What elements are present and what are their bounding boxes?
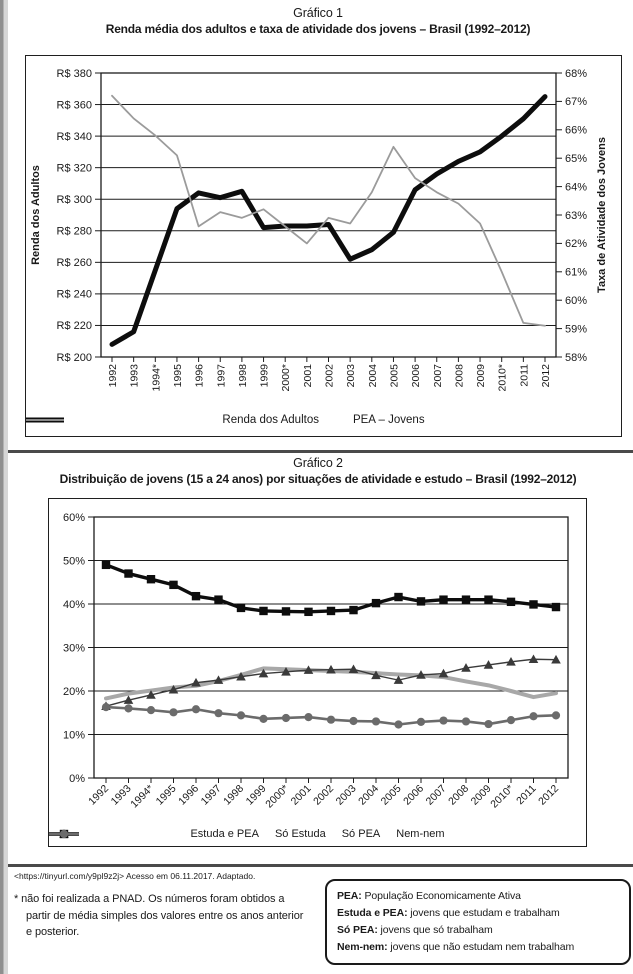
circle-marker: [259, 715, 267, 723]
series-line: [112, 97, 545, 345]
square-marker: [327, 607, 335, 615]
legend-item: [190, 828, 259, 840]
legend-item: [222, 414, 319, 426]
y2-tick-label: 63%: [565, 209, 588, 222]
legend-swatch: [49, 828, 79, 840]
square-marker: [259, 607, 267, 615]
y2-tick-label: 60%: [565, 295, 588, 307]
chart2-subtitle: Distribuição de jovens (15 a 24 anos) por situações de atividade e estudo – Brasil (1992–2012): [59, 472, 577, 486]
square-marker: [484, 595, 492, 603]
y-tick-label: R$ 200: [56, 351, 92, 364]
glossary-term: PEA:: [337, 890, 362, 902]
x-tick-label: 1993: [108, 782, 134, 808]
legend-label: Nem-nem: [396, 828, 445, 840]
legend-item: [275, 828, 326, 840]
square-marker: [462, 595, 470, 603]
circle-marker: [169, 708, 177, 716]
circle-marker: [327, 716, 335, 724]
square-marker: [282, 607, 290, 615]
y-tick-label: R$ 240: [56, 288, 92, 301]
y2-axis-title: Taxa de Atividade dos Jovens: [596, 137, 608, 293]
y2-tick-label: 61%: [565, 266, 588, 279]
circle-marker: [349, 717, 357, 725]
x-tick-label: 2007: [423, 782, 449, 808]
circle-marker: [394, 720, 402, 728]
y-tick-label: 20%: [62, 685, 85, 698]
x-tick-label: 1996: [193, 364, 206, 388]
circle-marker: [60, 830, 68, 838]
y-tick-label: R$ 380: [56, 67, 92, 80]
circle-marker: [417, 718, 425, 726]
circle-marker: [237, 711, 245, 719]
legend-item: [396, 828, 444, 840]
x-tick-label: 1998: [221, 782, 247, 808]
square-marker: [529, 600, 537, 608]
y2-tick-label: 66%: [565, 124, 588, 137]
x-tick-label: 2011: [514, 782, 539, 808]
grid-and-axes: [63, 512, 568, 811]
glossary-term: Só PEA:: [337, 924, 378, 936]
legend-item: [353, 414, 425, 426]
y-tick-label: 40%: [62, 598, 85, 611]
chart1-plot: [26, 56, 621, 435]
x-tick-label: 2010*: [496, 364, 509, 392]
legend-label: Só PEA: [341, 828, 381, 840]
y-tick-label: R$ 300: [56, 194, 92, 207]
y-tick-label: R$ 260: [56, 257, 92, 270]
circle-marker: [304, 713, 312, 721]
square-marker: [214, 595, 222, 603]
legend-label: Estuda e PEA: [190, 828, 259, 840]
x-tick-label: 2009: [468, 782, 494, 808]
y-tick-label: 60%: [62, 511, 85, 524]
section-separator-bottom: [8, 864, 633, 867]
legend-label: Renda dos Adultos: [222, 414, 319, 426]
glossary-line: [337, 905, 619, 922]
x-tick-label: 2012: [536, 782, 562, 808]
glossary-term: Nem-nem:: [337, 941, 388, 953]
chart1-title: Gráfico 1: [293, 6, 343, 20]
y-axis-title: Renda dos Adultos: [30, 165, 42, 265]
y2-tick-label: 59%: [565, 323, 588, 336]
y-tick-label: 0%: [69, 772, 85, 785]
glossary-line: [337, 922, 619, 939]
square-marker: [237, 604, 245, 612]
x-tick-label: 1996: [176, 782, 202, 808]
circle-marker: [484, 720, 492, 728]
circle-marker: [439, 716, 447, 724]
legend-item: [342, 828, 381, 840]
glossary-definition: População Economicamente Ativa: [361, 890, 521, 902]
circle-marker: [282, 714, 290, 722]
x-tick-label: 2009: [475, 364, 488, 388]
x-tick-label: 1997: [215, 364, 228, 388]
circle-marker: [529, 712, 537, 720]
circle-marker: [552, 711, 560, 719]
circle-marker: [372, 717, 380, 725]
x-tick-label: 2008: [446, 782, 472, 808]
x-tick-label: 1992: [86, 782, 112, 808]
circle-marker: [214, 709, 222, 717]
glossary-definition: jovens que só trabalham: [377, 924, 493, 936]
chart1-subtitle: Renda média dos adultos e taxa de atividade dos jovens – Brasil (1992–2012): [105, 22, 531, 36]
square-marker: [372, 599, 380, 607]
glossary-line: [337, 888, 619, 905]
x-tick-label: 1993: [128, 364, 141, 388]
pnad-footnote: * não foi realizada a PNAD. Os números foram obtidos a partir de média simples dos valores entre os anos anterior e posterior.: [14, 893, 304, 938]
x-tick-label: 2001: [301, 364, 314, 388]
x-tick-label: 1999: [258, 364, 271, 388]
x-tick-label: 2000*: [280, 364, 293, 392]
circle-marker: [192, 705, 200, 713]
x-tick-label: 2010*: [488, 782, 517, 811]
x-tick-label: 2000*: [263, 782, 292, 811]
series-Renda dos Adultos: [112, 97, 545, 345]
x-tick-label: 2011: [518, 363, 531, 387]
square-marker: [124, 569, 132, 577]
glossary-line: [337, 939, 619, 956]
y2-tick-label: 67%: [565, 96, 588, 109]
x-tick-label: 2008: [453, 364, 466, 388]
square-marker: [507, 598, 515, 606]
glossary-box: [325, 879, 631, 965]
x-tick-label: 1999: [243, 782, 269, 808]
x-tick-label: 2001: [288, 782, 314, 808]
square-marker: [102, 561, 110, 569]
square-marker: [417, 597, 425, 605]
chart1-legend: [26, 414, 621, 426]
circle-marker: [507, 716, 515, 724]
y2-tick-label: 68%: [565, 67, 588, 80]
chart2-box: [48, 498, 587, 847]
x-tick-label: 2006: [401, 782, 427, 808]
chart2-legend: [49, 828, 586, 840]
x-tick-label: 1995: [171, 364, 184, 388]
glossary-definition: jovens que estudam e trabalham: [407, 907, 560, 919]
y2-tick-label: 58%: [565, 351, 588, 364]
x-tick-label: 2005: [388, 364, 401, 388]
x-tick-label: 2003: [333, 782, 359, 808]
square-marker: [147, 575, 155, 583]
y2-tick-label: 65%: [565, 153, 588, 165]
glossary-term: Estuda e PEA:: [337, 907, 408, 919]
x-tick-label: 2012: [540, 364, 552, 388]
legend-label: Só Estuda: [274, 828, 326, 840]
glossary-definition: jovens que não estudam nem trabalham: [387, 941, 575, 953]
series-Nem-nem: [102, 703, 560, 729]
x-tick-label: 1995: [153, 782, 179, 808]
x-tick-label: 2003: [345, 364, 358, 388]
x-tick-label: 1997: [198, 782, 224, 808]
y-tick-label: 50%: [62, 555, 85, 568]
y2-tick-label: 64%: [565, 181, 588, 194]
page-edge-strip: [0, 0, 8, 974]
y-tick-label: R$ 220: [56, 320, 92, 333]
x-tick-label: 2005: [378, 782, 404, 808]
square-marker: [439, 595, 447, 603]
section-separator-top: [8, 450, 633, 453]
circle-marker: [147, 706, 155, 714]
x-tick-label: 2002: [323, 364, 336, 388]
y-tick-label: R$ 280: [56, 225, 92, 238]
circle-marker: [102, 703, 110, 711]
legend-label: PEA – Jovens: [352, 414, 425, 426]
circle-marker: [124, 704, 132, 712]
x-tick-label: 2006: [410, 364, 423, 388]
y-tick-label: R$ 340: [56, 130, 92, 143]
legend-swatch: [26, 414, 64, 426]
series-Só Estuda: [101, 654, 561, 710]
x-tick-label: 2004: [366, 364, 379, 388]
circle-marker: [462, 717, 470, 725]
x-tick-label: 2004: [356, 782, 382, 808]
square-marker: [552, 603, 560, 611]
x-tick-label: 1994*: [150, 364, 163, 392]
x-tick-label: 1998: [236, 364, 249, 388]
chart2-plot: [49, 499, 585, 845]
x-tick-label: 2002: [311, 782, 337, 808]
series-Só PEA: [102, 561, 560, 616]
square-marker: [349, 606, 357, 614]
chart1-box: [25, 55, 622, 437]
x-tick-label: 2007: [431, 364, 444, 388]
y-tick-label: 30%: [62, 642, 85, 655]
x-tick-label: 1994*: [128, 782, 157, 811]
square-marker: [169, 581, 177, 589]
y-tick-label: 10%: [62, 729, 85, 742]
plot-border: [101, 73, 556, 357]
y2-tick-label: 62%: [565, 238, 588, 251]
source-citation: <https://tinyurl.com/y9pl9z2j> Acesso em 06.11.2017. Adaptado.: [14, 871, 256, 881]
square-marker: [192, 592, 200, 600]
chart2-title: Gráfico 2: [293, 456, 343, 470]
square-marker: [304, 608, 312, 616]
square-marker: [394, 593, 402, 601]
y-tick-label: R$ 320: [56, 162, 92, 175]
y-tick-label: R$ 360: [56, 99, 92, 112]
x-tick-label: 1992: [107, 364, 119, 388]
